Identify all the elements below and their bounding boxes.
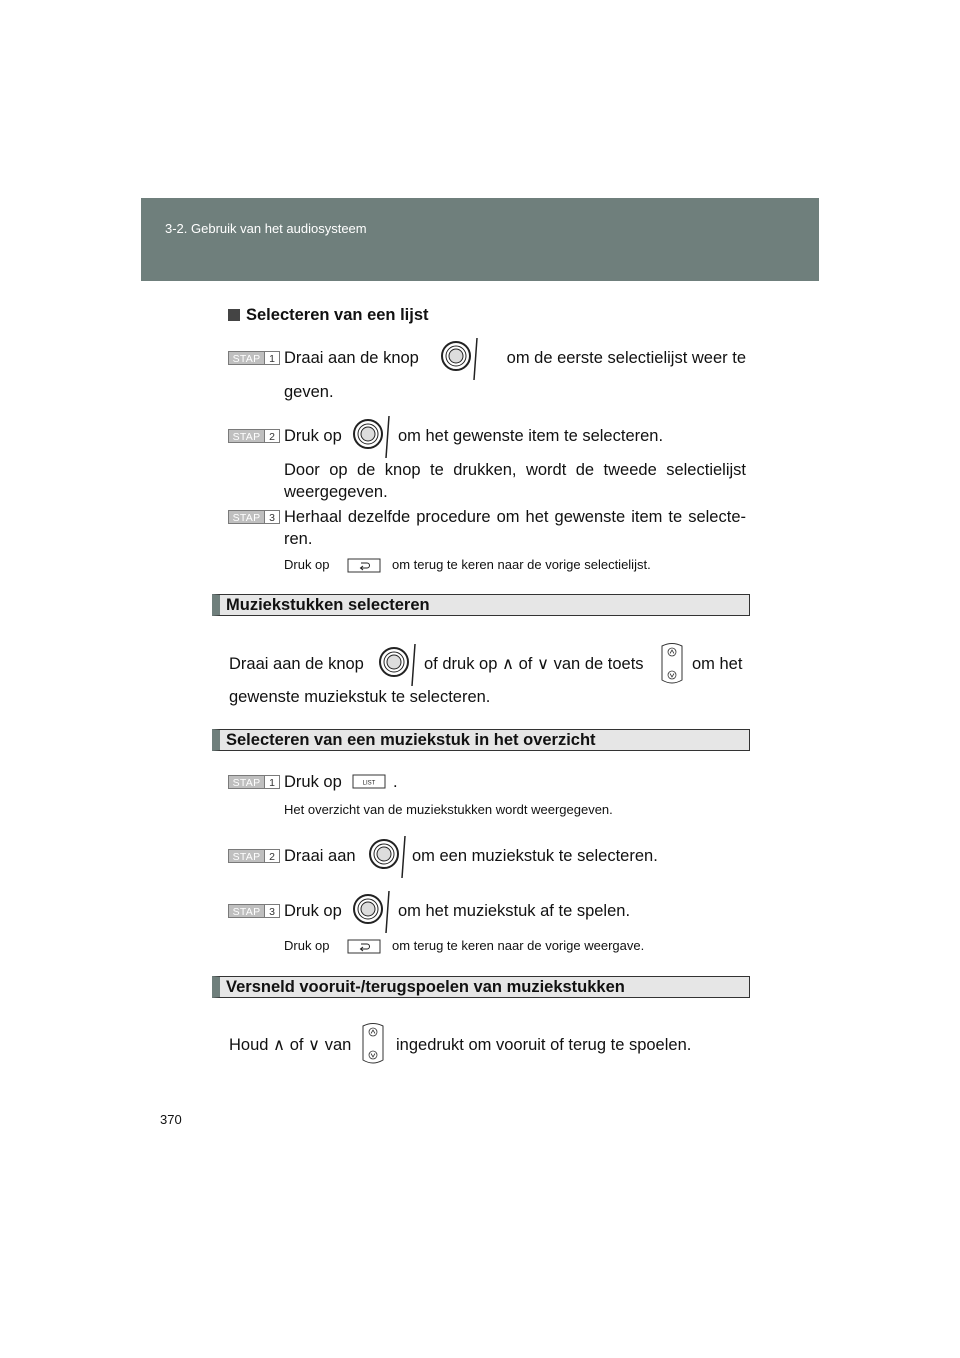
svg-text:LIST: LIST xyxy=(362,780,376,787)
step1-text-b: om de eerste selectielijst weer te xyxy=(506,349,746,367)
overview-step3-b: om het muziekstuk af te spelen. xyxy=(398,902,631,920)
knob-icon xyxy=(440,334,482,384)
knob-icon xyxy=(368,832,410,882)
step2-detail-2: weergegeven. xyxy=(284,483,388,501)
up-down-button-icon xyxy=(659,642,685,686)
overview-note-a: Druk op xyxy=(284,938,330,953)
overview-step1-b: . xyxy=(393,773,398,791)
step3-text-line1: Herhaal dezelfde procedure om het gewenste item te selecte- xyxy=(284,508,746,526)
step-badge-1: STAP 1 xyxy=(228,775,280,789)
music-text-c: om het xyxy=(692,655,743,673)
step-badge-3: STAP 3 xyxy=(228,904,280,918)
overview-step2-b: om een muziekstuk te selecteren. xyxy=(412,847,658,865)
subsection-heading: Selecteren van een lijst xyxy=(228,304,429,326)
list-button-icon xyxy=(352,774,386,789)
music-text-b: of druk op ∧ of ∨ van de toets xyxy=(424,655,644,673)
music-text-a: Draai aan de knop xyxy=(229,655,364,673)
overview-step1-a: Druk op xyxy=(284,773,342,791)
overview-step2-a: Draai aan xyxy=(284,847,356,865)
back-button-icon xyxy=(347,558,381,573)
chapter-title: 3-2. Gebruik van het audiosysteem xyxy=(165,221,367,236)
square-bullet-icon xyxy=(228,309,240,321)
section-heading-ffwd: Versneld vooruit-/terugspoelen van muziekstukken xyxy=(212,976,750,998)
step1-text-line2: geven. xyxy=(284,383,334,401)
note-b: om terug te keren naar de vorige selectielijst. xyxy=(392,557,651,572)
knob-icon xyxy=(378,640,420,690)
step-badge-3: STAP 3 xyxy=(228,510,280,524)
knob-icon xyxy=(352,412,394,462)
overview-note-b: om terug te keren naar de vorige weergave. xyxy=(392,938,645,953)
step2-detail-1: Door op de knop te drukken, wordt de tweede selectielijst xyxy=(284,461,746,479)
back-button-icon xyxy=(347,939,381,954)
ffwd-text-b: ingedrukt om vooruit of terug te spoelen. xyxy=(396,1036,692,1054)
step-badge-1: STAP 1 xyxy=(228,351,280,365)
step2-text-b: om het gewenste item te selecteren. xyxy=(398,427,664,445)
step-badge-2: STAP 2 xyxy=(228,849,280,863)
overview-step1-note: Het overzicht van de muziekstukken wordt weergegeven. xyxy=(284,802,613,817)
music-text-line2: gewenste muziekstuk te selecteren. xyxy=(229,688,491,706)
overview-step3-a: Druk op xyxy=(284,902,342,920)
step3-text-line2: ren. xyxy=(284,530,313,548)
page-number: 370 xyxy=(160,1112,182,1127)
knob-icon xyxy=(352,887,394,937)
chapter-header xyxy=(141,198,819,281)
note-a: Druk op xyxy=(284,557,330,572)
step2-text-a: Druk op xyxy=(284,427,342,445)
section-heading-music: Muziekstukken selecteren xyxy=(212,594,750,616)
ffwd-text-a: Houd ∧ of ∨ van xyxy=(229,1036,352,1054)
section-heading-overview: Selecteren van een muziekstuk in het overzicht xyxy=(212,729,750,751)
step1-text-a: Draai aan de knop xyxy=(284,349,419,367)
up-down-button-icon xyxy=(360,1022,386,1066)
step-badge-2: STAP 2 xyxy=(228,429,280,443)
